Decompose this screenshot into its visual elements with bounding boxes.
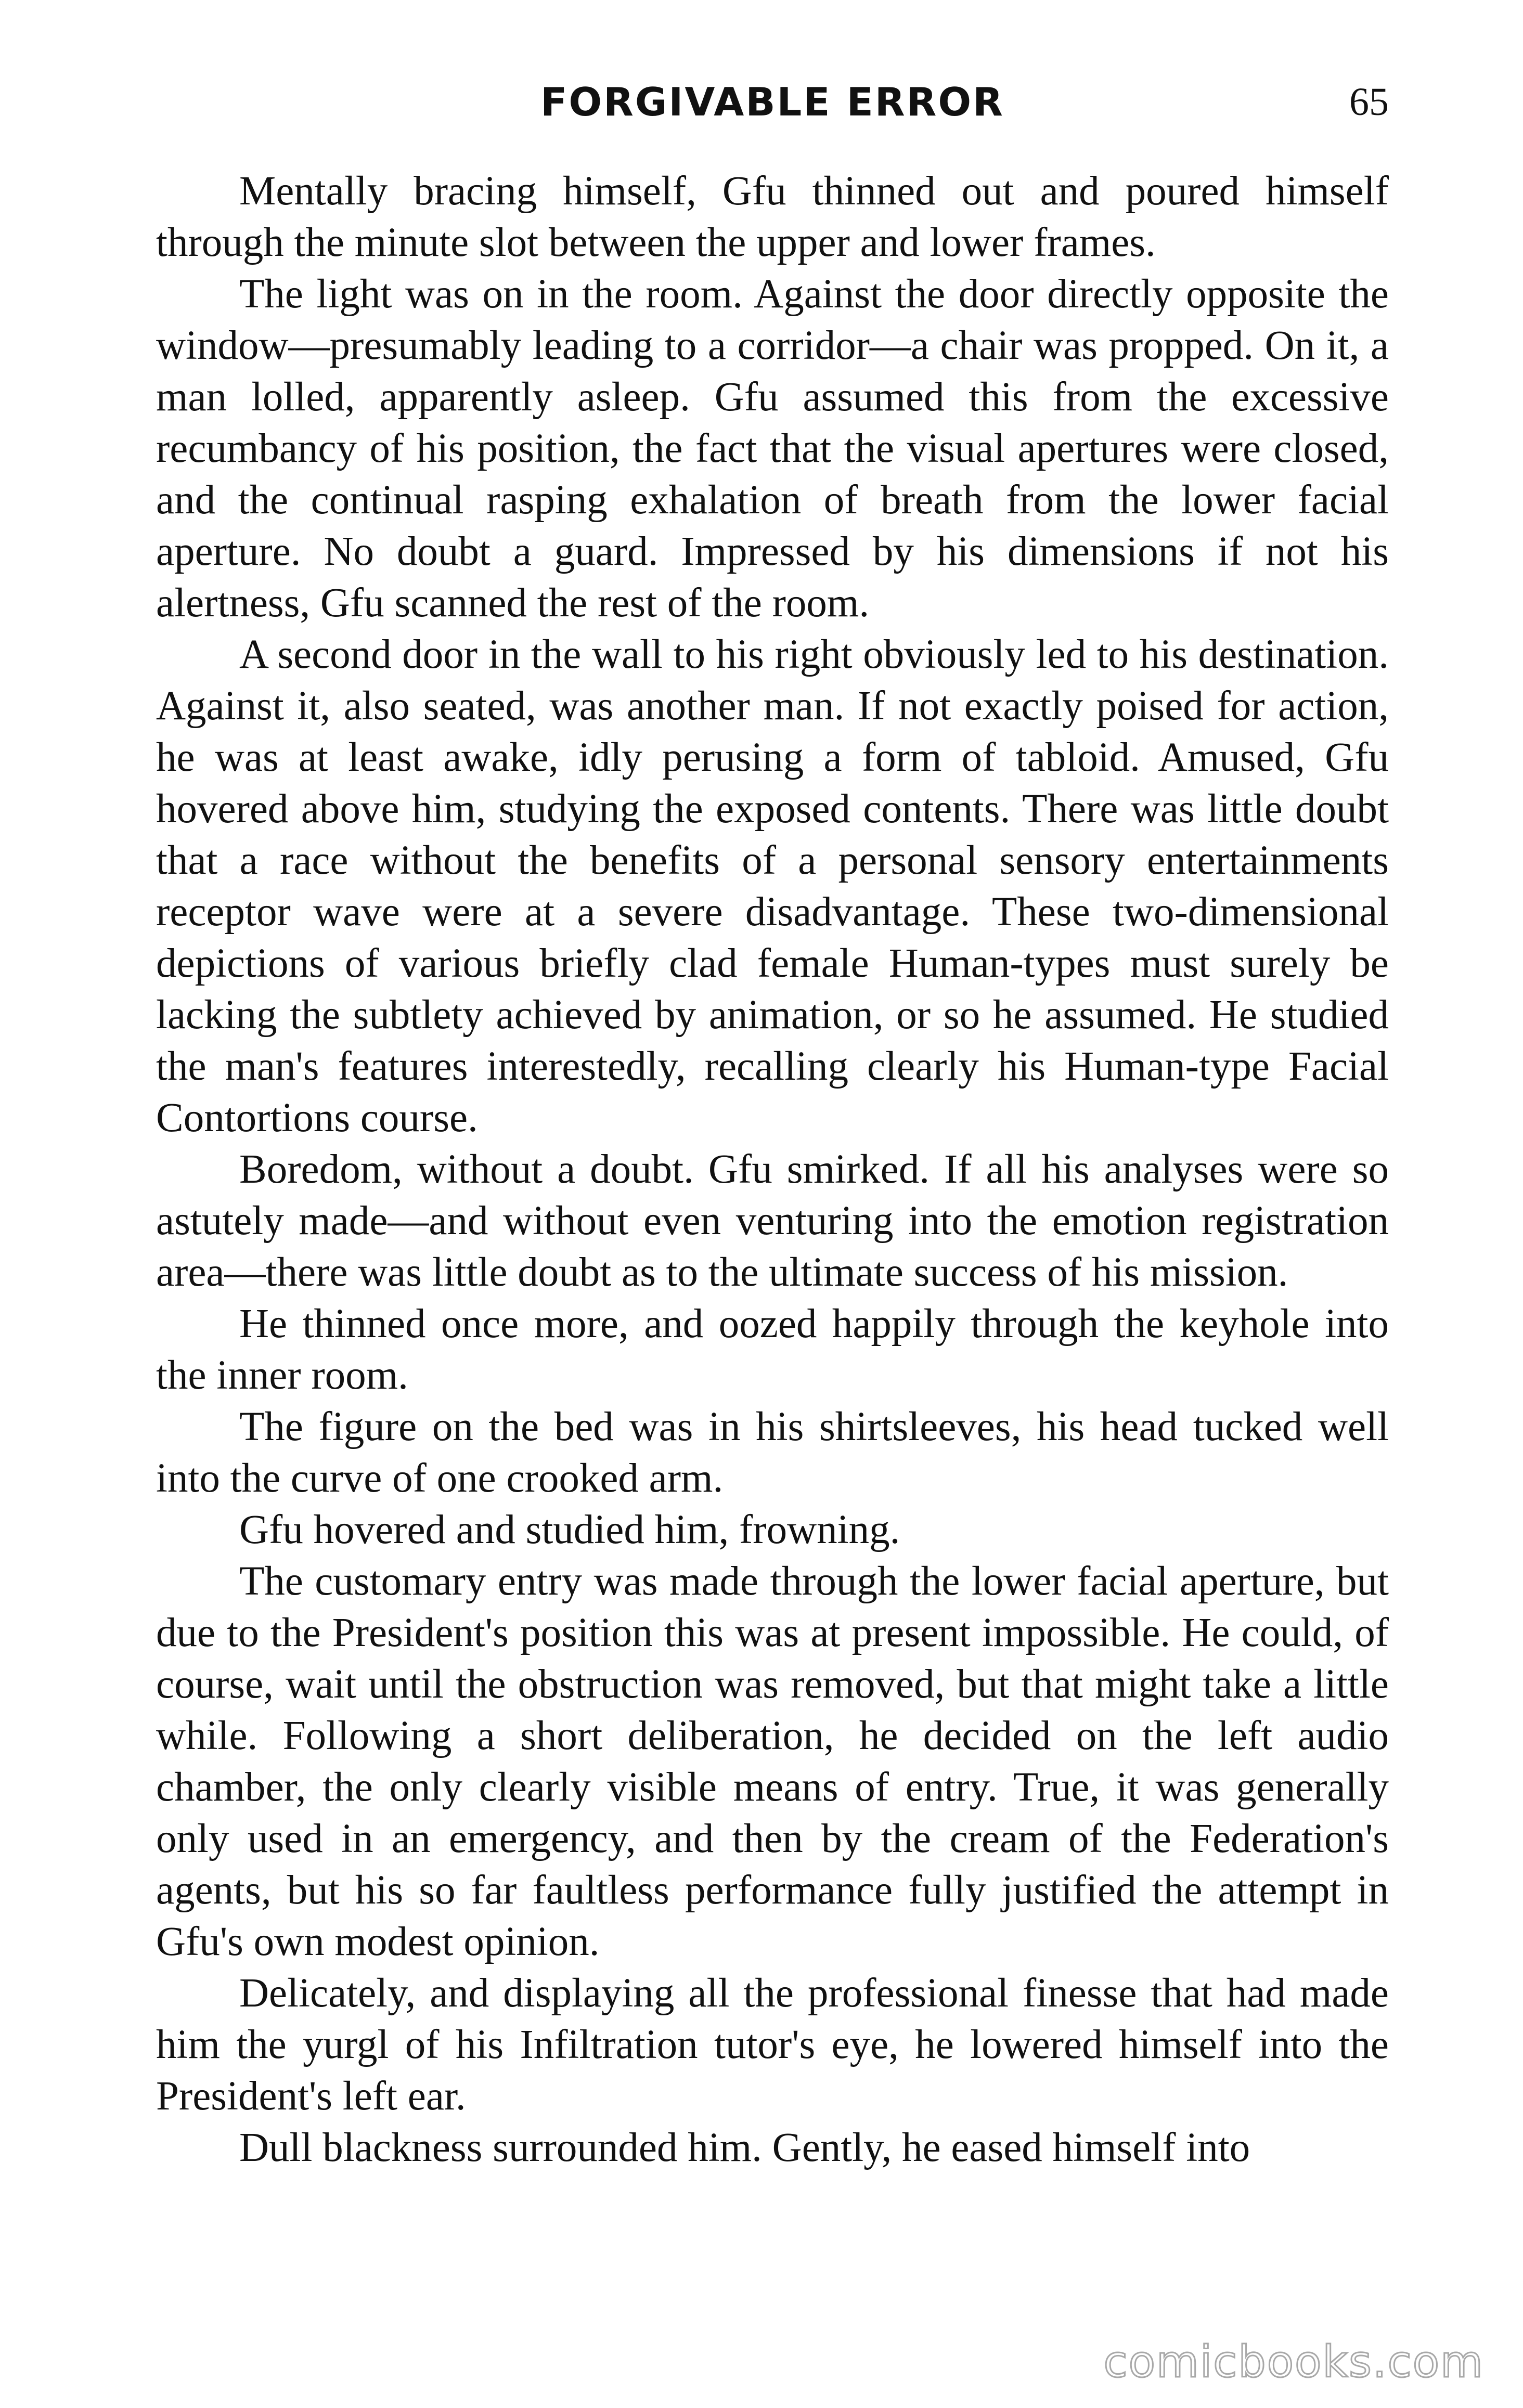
paragraph: He thinned once more, and oozed happily through the keyhole into the inner room.: [156, 1301, 1389, 1398]
paragraph: Mentally bracing himself, Gfu thinned out and poured himself through the minute slot between the upper and lower frames.: [156, 169, 1389, 265]
paragraph: Boredom, without a doubt. Gfu smirked. If all his analyses were so astutely made—and without even venturing into the emotion registration area—there was little doubt as to the ultimate success of his mission.: [156, 1147, 1389, 1295]
story-text: [156, 165, 1389, 2173]
paragraph: The figure on the bed was in his shirtsleeves, his head tucked well into the curve of one crooked arm.: [156, 1404, 1389, 1501]
paragraph: Delicately, and displaying all the professional finesse that had made him the yurgl of his Infiltration tutor's eye, he lowered himself into the President's left ear.: [156, 1971, 1389, 2119]
paragraph: Dull blackness surrounded him. Gently, he eased himself into: [239, 2125, 1250, 2170]
running-head: [156, 76, 1389, 128]
paragraph: A second door in the wall to his right obviously led to his destination. Against it, also seated, was another man. If not exactly poised for action, he was at least awake, idly perusing a form of tabloid. Amused, Gfu hovered above him, studying the exposed contents. There was little doubt that a race without the benefits of a personal sensory entertainments receptor wave were at a severe disadvantage. These two-dimensional depictions of various briefly clad female Human-types must surely be lacking the subtlety achieved by animation, or so he assumed. He studied the man's features interestedly, recalling clearly his Human-type Facial Contortions course.: [156, 632, 1389, 1141]
page-number: 65: [1349, 80, 1389, 124]
chapter-title: FORGIVABLE ERROR: [540, 79, 1004, 125]
paragraph: The customary entry was made through the lower facial aperture, but due to the President's position this was at present impossible. He could, of course, wait until the obstruction was removed, but that might take a little while. Following a short deliberation, he decided on the left audio chamber, the only clearly visible means of entry. True, it was generally only used in an emergency, and then by the cream of the Federation's agents, but his so far faultless performance fully justified the attempt in Gfu's own modest opinion.: [156, 1559, 1389, 1964]
paragraph: The light was on in the room. Against the door directly opposite the window—presumably leading to a corridor—a chair was propped. On it, a man lolled, apparently asleep. Gfu assumed this from the excessive recumbancy of his position, the fact that the visual apertures were closed, and the continual rasping exhalation of breath from the lower facial aperture. No doubt a guard. Impressed by his dimensions if not his alertness, Gfu scanned the rest of the room.: [156, 271, 1389, 626]
watermark: comicbooks.com: [1103, 2336, 1484, 2387]
paragraph: Gfu hovered and studied him, frowning.: [239, 1507, 900, 1552]
